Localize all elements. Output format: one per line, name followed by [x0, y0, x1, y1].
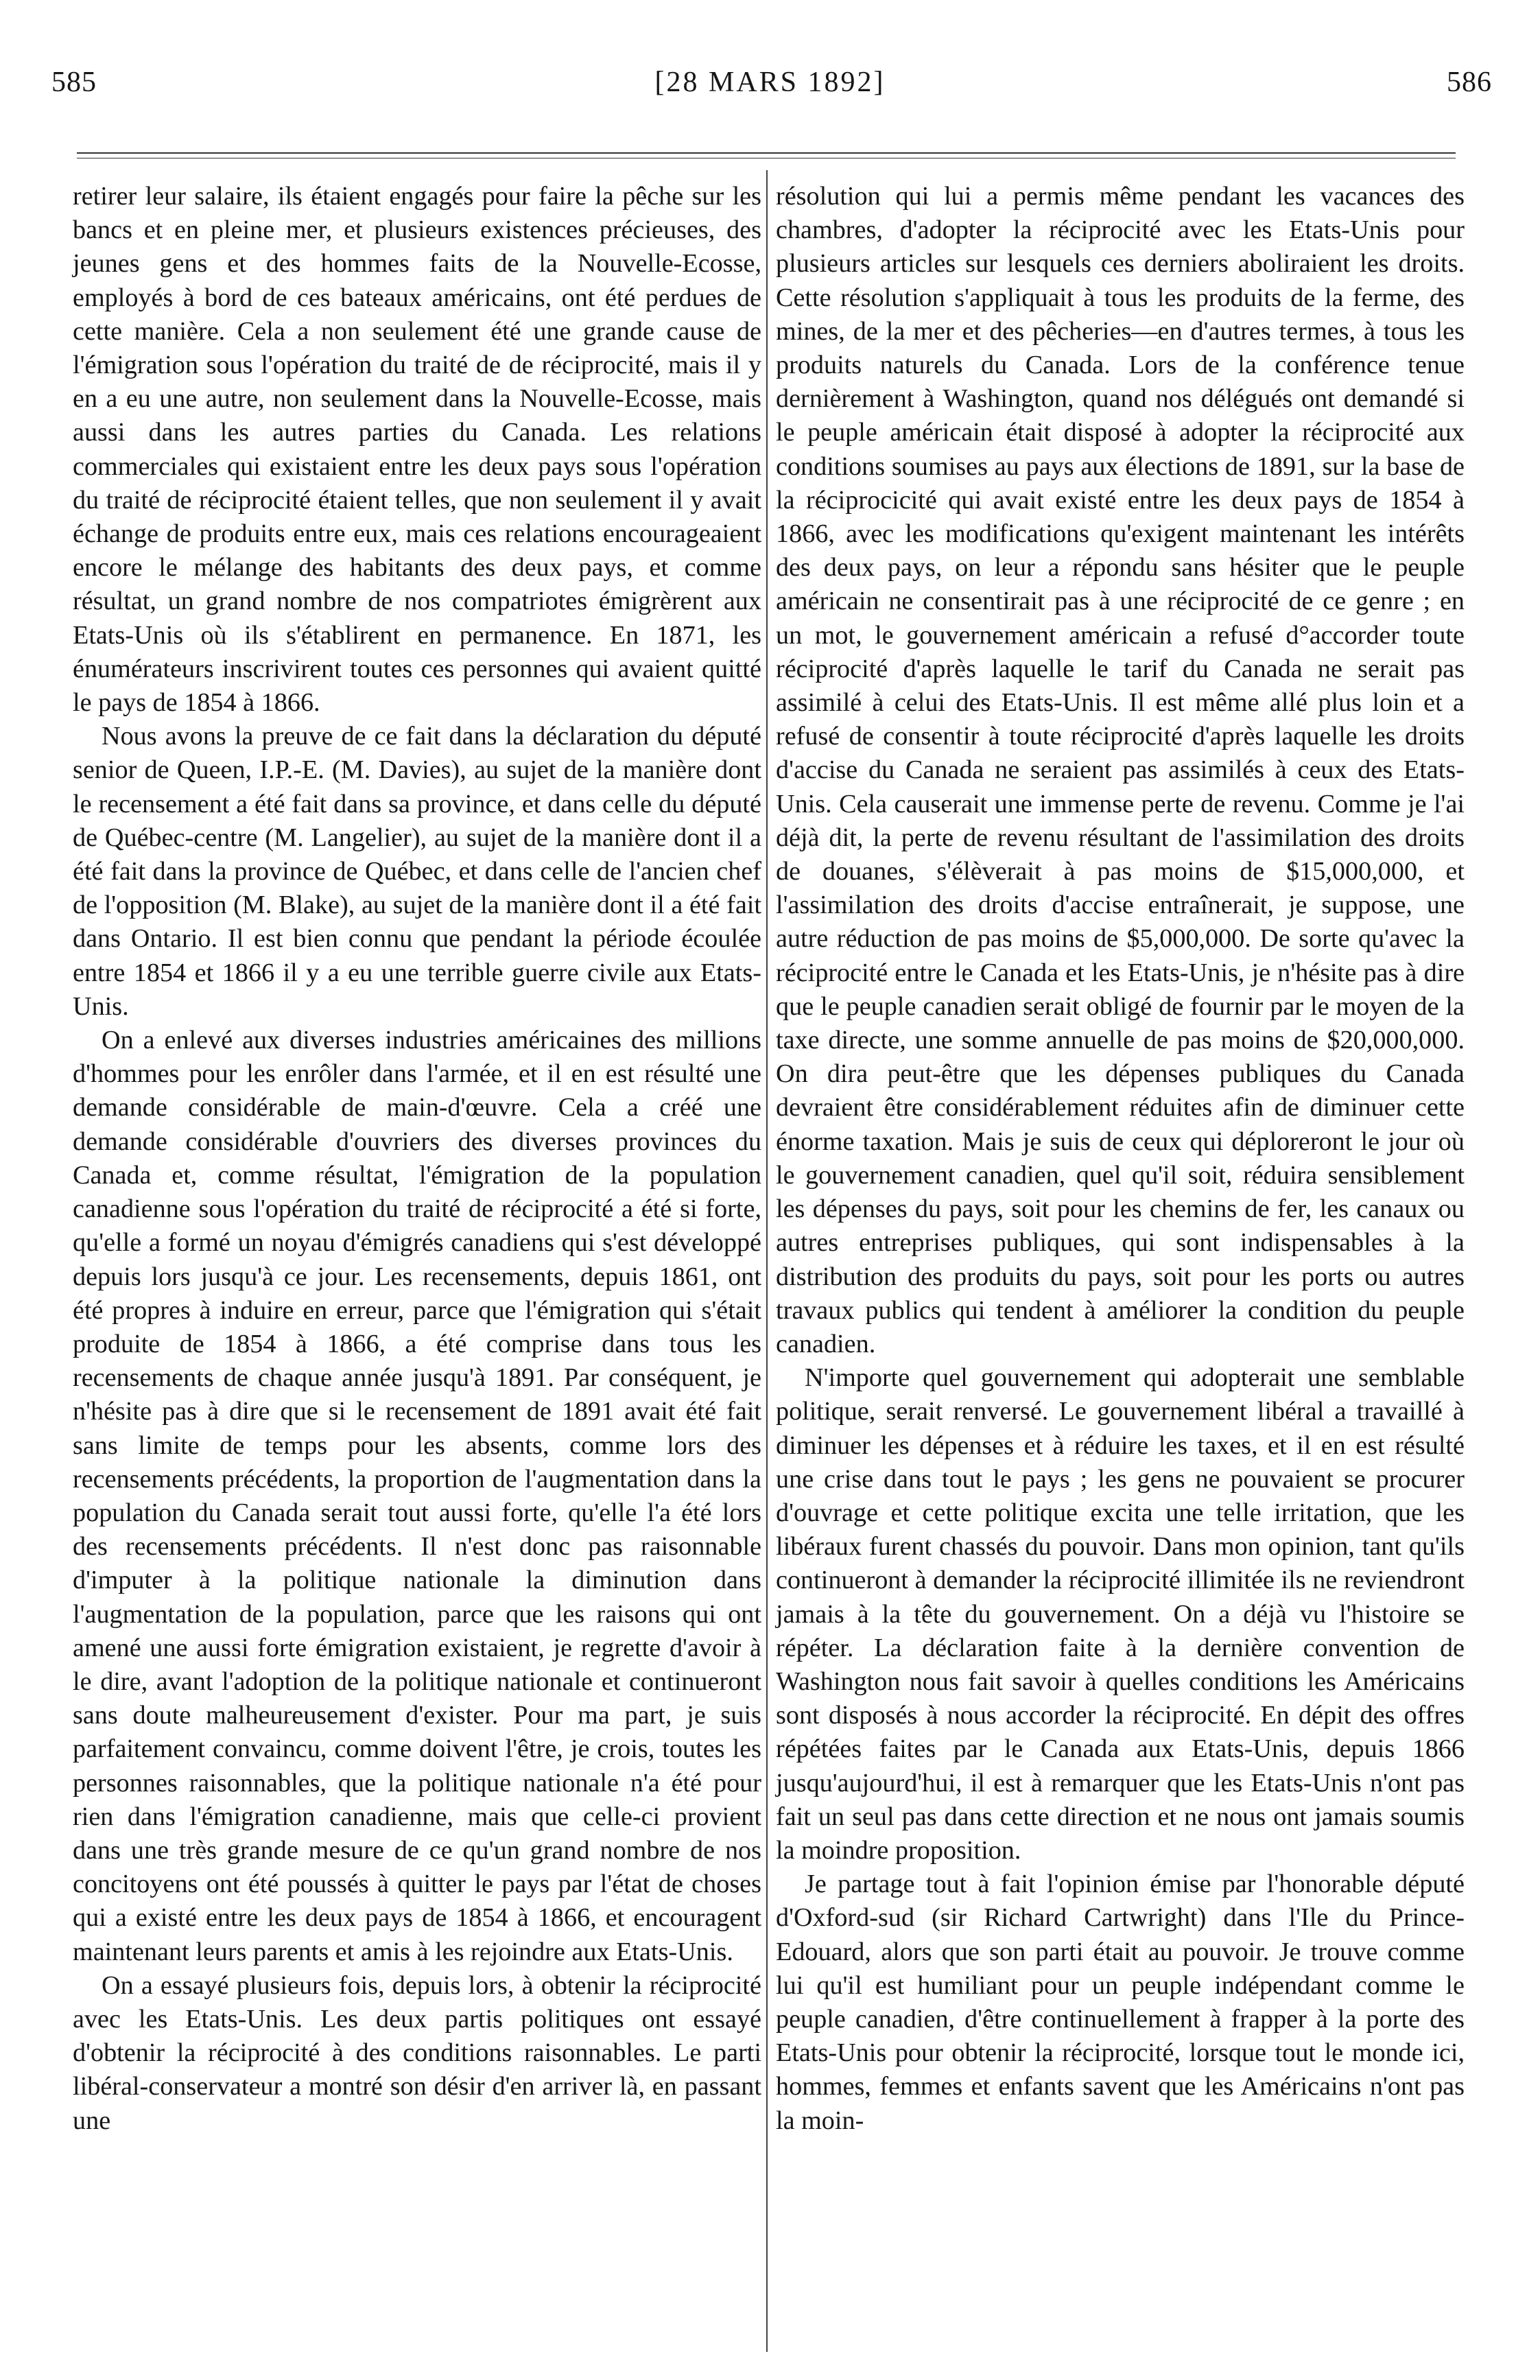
paragraph: On a enlevé aux diverses industries américaines des millions d'hommes pour les enrôler dans l'armée, et il en est résulté une demande considérable de main-d'œuvre. Cela a créé une demande considérable d'ouvriers des diverses provinces du Canada et, comme résultat, l'émigration de la population canadienne sous l'opération du traité de réciprocité a été si forte, qu'elle a formé un noyau d'émigrés canadiens qui s'est développé depuis lors jusqu'à ce jour. Les recensements, depuis 1861, ont été propres à induire en erreur, parce que l'émigration qui s'était produite de 1854 à 1866, a été comprise dans tous les recensements de chaque année jusqu'à 1891. Par conséquent, je n'hésite pas à dire que si le recensement de 1891 avait été fait sans limite de temps pour les absents, comme lors des recensements précédents, la proportion de l'augmentation dans la population du Canada serait tout aussi forte, qu'elle l'a été lors des recensements précédents. Il n'est donc pas raisonnable d'imputer à la politique nationale la diminution dans l'augmentation de la population, parce que les raisons qui ont amené une aussi forte émigration existaient, je regrette d'avoir à le dire, avant l'adoption de la politique nationale et continueront sans doute malheureusement d'exister. Pour ma part, je suis parfaitement convaincu, comme doivent l'être, je crois, toutes les personnes raisonnables, que la politique nationale n'a été pour rien dans l'émigration canadienne, mais que celle-ci provient dans une très grande mesure de ce qu'un grand nombre de nos concitoyens ont été poussés à quitter le pays par l'état de choses qui a existé entre les deux pays de 1854 à 1866, et encouragent maintenant leurs parents et amis à les rejoindre aux Etats-Unis. — [73, 1026, 761, 1966]
paragraph: N'importe quel gouvernement qui adopterait une semblable politique, serait renversé. Le gouvernement libéral a travaillé à diminuer les dépenses et à réduire les taxes, et il en est résulté une crise dans tout le pays ; les gens ne pouvaient se procurer d'ouvrage et cette politique excita une telle irritation, que les libéraux furent chassés du pouvoir. Dans mon opinion, tant qu'ils continueront à demander la réciprocité illimitée ils ne reviendront jamais à la tête du gouvernement. On a déjà vu l'histoire se répéter. La déclaration faite à la dernière convention de Washington nous fait savoir à quelles conditions les Américains sont disposés à nous accorder la réciprocité. En dépit des offres répétées faites par le Canada aux Etats-Unis, depuis 1866 jusqu'aujourd'hui, il est à remarquer que les Etats-Unis n'ont pas fait un seul pas dans cette direction et ne nous ont jamais soumis la moindre proposition. — [776, 1363, 1465, 1865]
page-date: [28 MARS 1892] — [654, 67, 886, 98]
column-divider — [766, 170, 768, 2352]
paragraph: Je partage tout à fait l'opinion émise par l'honorable député d'Oxford-sud (sir Richard Cartwright) dans l'Ile du Prince-Edouard, alors que son parti était au pouvoir. Je trouve comme lui qu'il est humiliant pour un peuple indépendant comme le peuple canadien, d'être continuellement à frapper à la porte des Etats-Unis pour obtenir la réciprocité, lorsque tout le monde ici, hommes, femmes et enfants savent que les Américains n'ont pas la moin- — [776, 1870, 1465, 2135]
left-column — [73, 180, 761, 2138]
paragraph: On a essayé plusieurs fois, depuis lors, à obtenir la réciprocité avec les Etats-Unis. Les deux partis politiques ont essayé d'obtenir la réciprocité à des conditions raisonnables. Le parti libéral-conservateur a montré son désir d'en arriver là, en passant une — [73, 1970, 761, 2135]
right-column — [776, 180, 1465, 2138]
page-number-left: 585 — [51, 67, 97, 98]
paragraph: Nous avons la preuve de ce fait dans la déclaration du député senior de Queen, I.P.-E. (M. Davies), au sujet de la manière dont le recensement a été fait dans sa province, et dans celle du député de Québec-centre (M. Langelier), au sujet de la manière dont il a été fait dans la province de Québec, et dans celle de l'ancien chef de l'opposition (M. Blake), au sujet de la manière dont il a été fait dans Ontario. Il est bien connu que pendant la période écoulée entre 1854 et 1866 il y a eu une terrible guerre civile aux Etats-Unis. — [73, 722, 761, 1021]
paragraph: résolution qui lui a permis même pendant les vacances des chambres, d'adopter la réciprocité avec les Etats-Unis pour plusieurs articles sur lesquels ces derniers aboliraient les droits. Cette résolution s'appliquait à tous les produits de la ferme, des mines, de la mer et des pêcheries—en d'autres termes, à tous les produits naturels du Canada. Lors de la conférence tenue dernièrement à Washington, quand nos délégués ont demandé si le peuple américain était disposé à adopter la réciprocité aux conditions soumises au pays aux élections de 1891, sur la base de la réciprocicité qui avait existé entre les deux pays de 1854 à 1866, avec les modifications qu'exigent maintenant les intérêts des deux pays, on leur a répondu sans hésiter que le peuple américain ne consentirait pas à une réciprocité de ce genre ; en un mot, le gouvernement américain a refusé d°accorder toute réciprocité d'après laquelle le tarif du Canada ne serait pas assimilé à celui des Etats-Unis. Il est même allé plus loin et a refusé de consentir à toute réciprocité d'après laquelle les droits d'accise du Canada ne seraient pas assimilés à ceux des Etats-Unis. Cela causerait une immense perte de revenu. Comme je l'ai déjà dit, la perte de revenu résultant de l'assimilation des droits de douanes, s'élèverait à pas moins de $15,000,000, et l'assimilation des droits d'accise entraînerait, je suppose, une autre réduction de pas moins de $5,000,000. De sorte qu'avec la réciprocité entre le Canada et les Etats-Unis, je n'hésite pas à dire que le peuple canadien serait obligé de fournir par le moyen de la taxe directe, une somme annuelle de pas moins de $20,000,000. On dira peut-être que les dépenses publiques du Canada devraient être considérablement réduites afin de diminuer cette énorme taxation. Mais je suis de ceux qui déploreront le jour où le gouvernement canadien, quel qu'il soit, réduira sensiblement les dépenses du pays, soit pour les chemins de fer, les canaux ou autres entreprises publiques, qui sont indispensables à la distribution des produits du pays, soit pour les ports ou autres travaux publics qui tendent à améliorer la condition du peuple canadien. — [776, 182, 1465, 1358]
paragraph: retirer leur salaire, ils étaient engagés pour faire la pêche sur les bancs et en pleine mer, et plusieurs existences précieuses, des jeunes gens et des hommes faits de la Nouvelle-Ecosse, employés à bord de ces bateaux américains, ont été perdues de cette manière. Cela a non seulement été une grande cause de l'émigration sous l'opération du traité de de réciprocité, mais il y en a eu une autre, non seulement dans la Nouvelle-Ecosse, mais aussi dans les autres parties du Canada. Les relations commerciales qui existaient entre les deux pays sous l'opération du traité de réciprocité étaient telles, que non seulement il y avait échange de produits entre eux, mais ces relations encourageaient encore le mélange des habitants des deux pays, et comme résultat, un grand nombre de nos compatriotes émigrèrent aux Etats-Unis où ils s'établirent en permanence. En 1871, les énumérateurs inscrivirent toutes ces personnes qui avaient quitté le pays de 1854 à 1866. — [73, 182, 761, 718]
page-number-right: 586 — [1447, 67, 1492, 98]
header-rule-thick — [77, 152, 1456, 154]
page-header — [0, 66, 1540, 114]
